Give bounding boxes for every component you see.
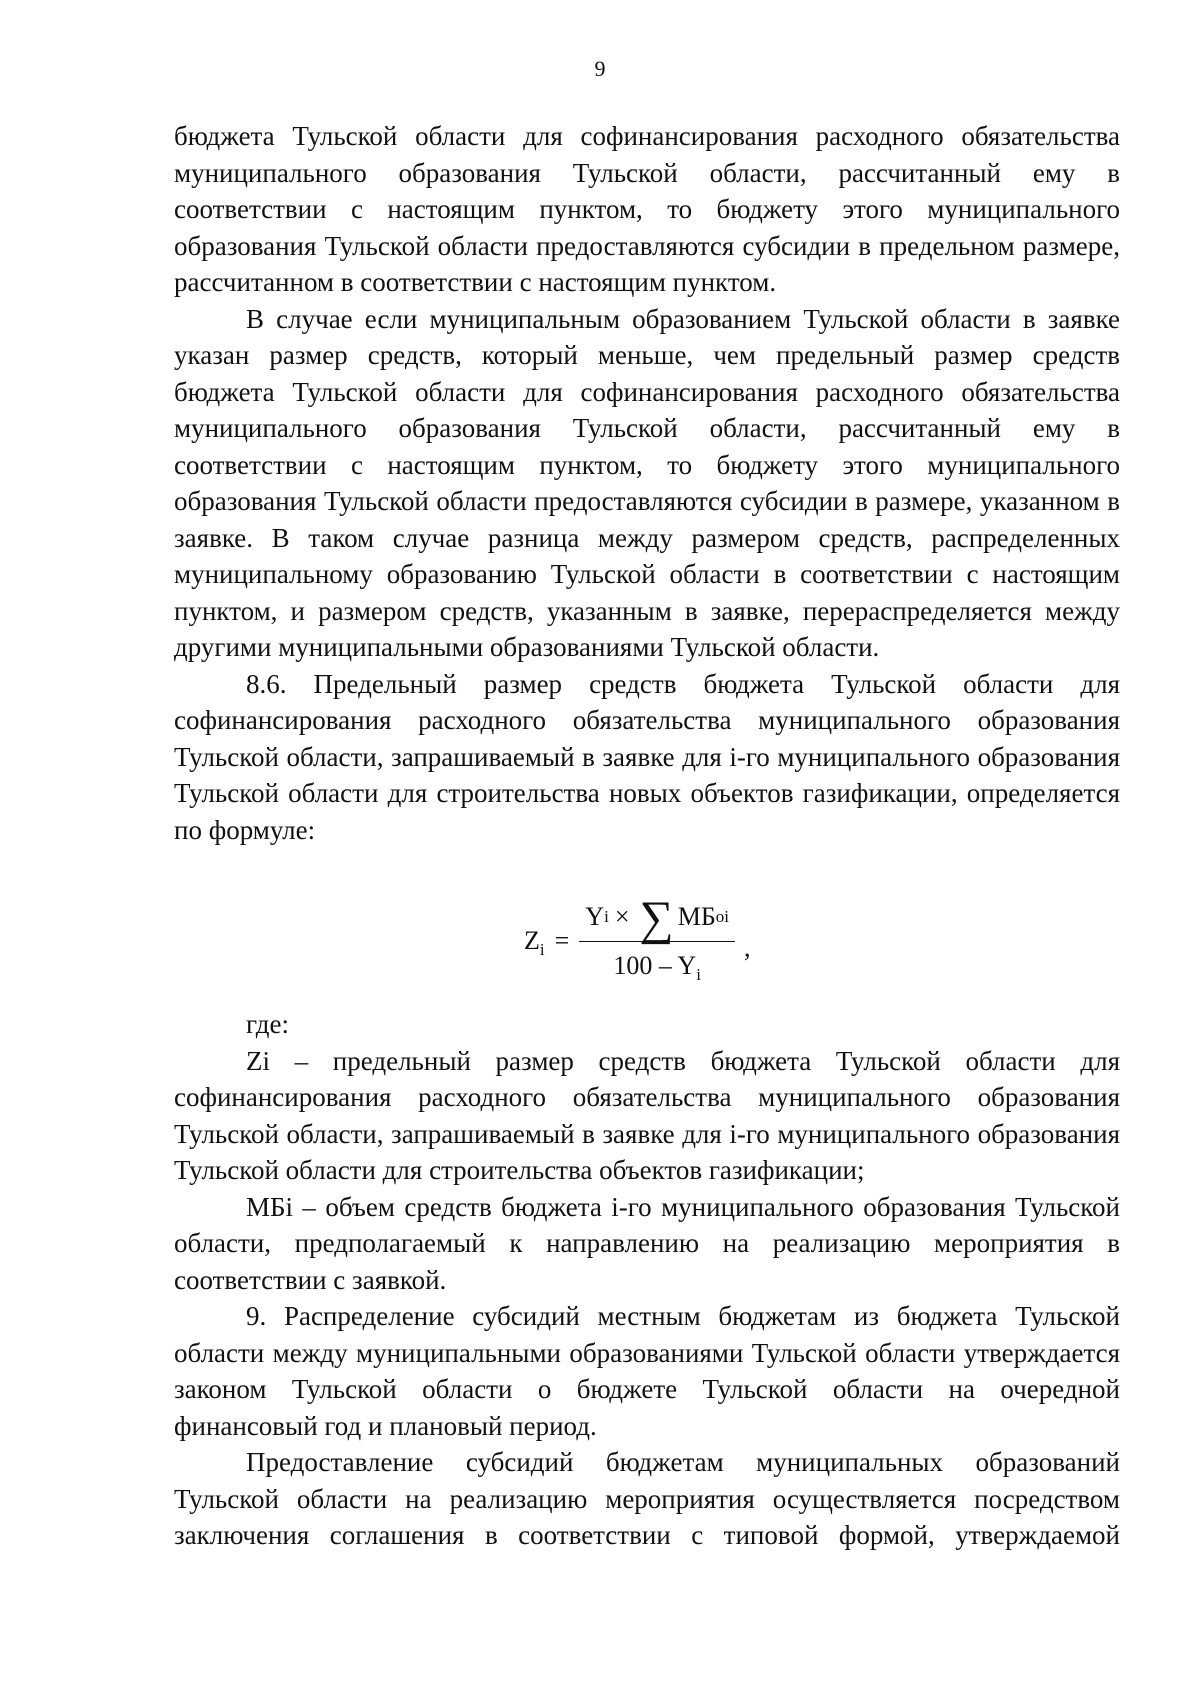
formula-numerator: Y i × ∑ МБ oi (579, 897, 735, 942)
formula-block (174, 882, 1120, 1000)
paragraph-8-6: 8.6. Предельный размер средств бюджета Тульской области для софинансирования расходного обязательства муниципального образования Тульской области, запрашиваемый в заявке для i-го муниципального образования Тульской области для строительства новых объектов газификации, определяется по формуле: (174, 668, 1120, 845)
definition-zi: Zi – предельный размер средств бюджета Тульской области для софинансирования расходного обязательства муниципального образования Тульской области, запрашиваемый в заявке для i-го муниципального образования Тульской области для строительства объектов газификации; (174, 1045, 1120, 1185)
paragraph-9: 9. Распределение субсидий местным бюджетам из бюджета Тульской области между муниципальными образованиями Тульской области утверждается законом Тульской области о бюджете Тульской области на очередной финансовый год и плановый период. (174, 1301, 1120, 1441)
formula-equals: = (554, 925, 570, 955)
page-number: 9 (594, 56, 606, 81)
definition-mbi: МБi – объем средств бюджета i-го муниципального образования Тульской области, предполагаемый к направлению на реализацию мероприятия в соответствии с заявкой. (174, 1191, 1120, 1295)
where-label: где: (246, 1009, 289, 1039)
sigma-symbol: ∑ (639, 892, 674, 946)
formula-denominator: $100 - Y_i$ (613, 951, 701, 985)
formula-fraction (579, 892, 735, 985)
formula-comma: , (744, 933, 751, 962)
formula-lhs: $Z_i$ (524, 925, 545, 959)
document-body (174, 118, 1120, 1554)
paragraph-agreement: Предоставление субсидий бюджетам муниципальных образований Тульской области на реализацию мероприятия осуществляется посредством заключения соглашения в соответствии с типовой формой, утверждаемой (174, 1447, 1120, 1550)
paragraph-continuation: бюджета Тульской области для софинансирования расходного обязательства муниципального образования Тульской области, рассчитанный ему в соответствии с настоящим пунктом, то бюджету этого муниципального образования Тульской области предоставляются субсидии в предельном размере, рассчитанном в соответствии с настоящим пунктом. (174, 121, 1120, 297)
formula-zi (524, 882, 735, 1000)
paragraph-reallocation: В случае если муниципальным образованием Тульской области в заявке указан размер средств, который меньше, чем предельный размер средств бюджета Тульской области для софинансирования расходного обязательства муниципального образования Тульской области, рассчитанный ему в соответствии с настоящим пунктом, то бюджету этого муниципального образования Тульской области предоставляются субсидии в размере, указанном в заявке. В таком случае разница между размером средств, распределенных муниципальному образованию Тульской области в соответствии с настоящим пунктом, и размером средств, указанным в заявке, перераспределяется между другими муниципальными образованиями Тульской области. (174, 303, 1120, 662)
